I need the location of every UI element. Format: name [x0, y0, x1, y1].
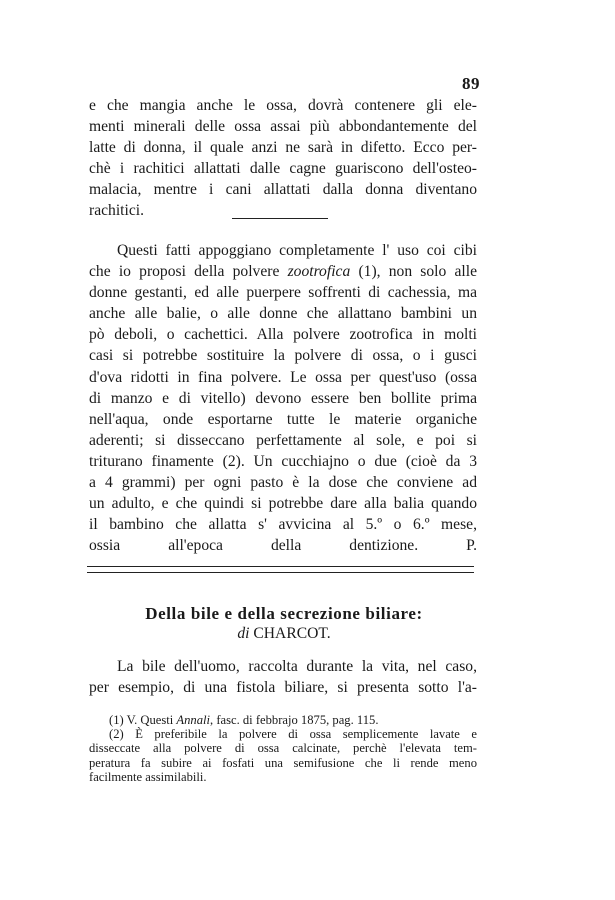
- text-line: per esempio, di una fistola biliare, si presenta sotto l'a-: [89, 679, 477, 697]
- text-line: d'ova ridotti in fina polvere. Le ossa per quest'uso (ossa: [89, 368, 477, 386]
- text-line: anche alle balie, o alle donne che allattano bambini un: [89, 305, 477, 323]
- text-line: aderenti; si disseccano perfettamente al sole, e poi si: [89, 431, 477, 449]
- text-line: rachitici.: [89, 202, 144, 220]
- text-segment: ossia all'epoca della dentizione.: [89, 537, 419, 555]
- footnote-2-line: (2) È preferibile la polvere di ossa semplicemente lavate e: [109, 727, 477, 742]
- section-divider: [232, 218, 328, 219]
- text-line: e che mangia anche le ossa, dovrà contenere gli ele-: [89, 97, 477, 114]
- text-line: chè i rachitici allattati dalle cagne guariscono dell'osteo-: [89, 160, 477, 178]
- emphasis-zootrofica: zootrofica: [287, 263, 351, 281]
- text-line: casi si potrebbe sostituire la polvere di ossa, o i gusci: [89, 347, 477, 365]
- zootrofica-paragraph: [89, 240, 477, 556]
- text-line: un adulto, e che quindi si potrebbe dare alla balia quando: [89, 495, 477, 513]
- text-line: nell'aqua, onde esportarne tutte le materie organiche: [89, 410, 477, 428]
- author-name: CHARCOT.: [253, 625, 331, 642]
- footnote-2-line: facilmente assimilabili.: [89, 769, 207, 784]
- article-title: Della bile e della secrezione biliare:: [145, 604, 423, 623]
- author-prefix: di: [237, 625, 250, 642]
- footnote-text: , fasc. di febbrajo 1875, pag. 115.: [210, 713, 379, 727]
- text-line: Questi fatti appoggiano completamente l' uso coi cibi: [117, 242, 477, 259]
- text-line: il bambino che allatta s' avvicina al 5.º o 6.º mese,: [89, 516, 477, 534]
- text-line: a 4 grammi) per ogni pasto è la dose che conviene ad: [89, 474, 477, 492]
- article-author: [100, 625, 468, 643]
- article-paragraph: [89, 656, 477, 698]
- section-double-rule-spacer: [87, 566, 474, 571]
- text-line: pò deboli, o cachettici. Alla polvere zootrofica in molti: [89, 326, 477, 344]
- text-line: [89, 535, 477, 556]
- text-line: triturano finamente (2). Un cucchiajno o due (cioè da 3: [89, 452, 477, 470]
- text-segment: (1), non solo alle: [358, 263, 477, 281]
- text-line: malacia, mentre i cani allattati dalla donna diventano: [89, 181, 477, 199]
- footnote-1: [89, 713, 477, 727]
- page-number: 89: [462, 74, 480, 93]
- text-line: di manzo e di vitello) devono essere ben bollite prima: [89, 389, 477, 407]
- footnote-2-line: disseccate alla polvere di ossa calcinate, perchè l'elevata tem-: [89, 741, 477, 756]
- footnotes: [89, 713, 477, 784]
- text-line: donne gestanti, ed alle puerpere soffrenti di cachessia, ma: [89, 284, 477, 302]
- footnote-text: (1) V. Questi: [109, 713, 174, 727]
- text-segment: che io proposi della polvere: [89, 263, 280, 281]
- text-line: menti minerali delle ossa assai più abbondantemente del: [89, 118, 477, 136]
- continuation-paragraph: [89, 95, 477, 222]
- footnote-journal: Annali: [176, 713, 211, 727]
- text-line: La bile dell'uomo, raccolta durante la vita, nel caso,: [117, 658, 477, 675]
- footnote-2-line: peratura fa subire ai fosfati una semifusione che li rende meno: [89, 755, 477, 770]
- author-signature: P.: [466, 537, 477, 555]
- text-line: latte di donna, il quale anzi ne sarà in difetto. Ecco per-: [89, 139, 477, 157]
- text-line: [89, 261, 477, 282]
